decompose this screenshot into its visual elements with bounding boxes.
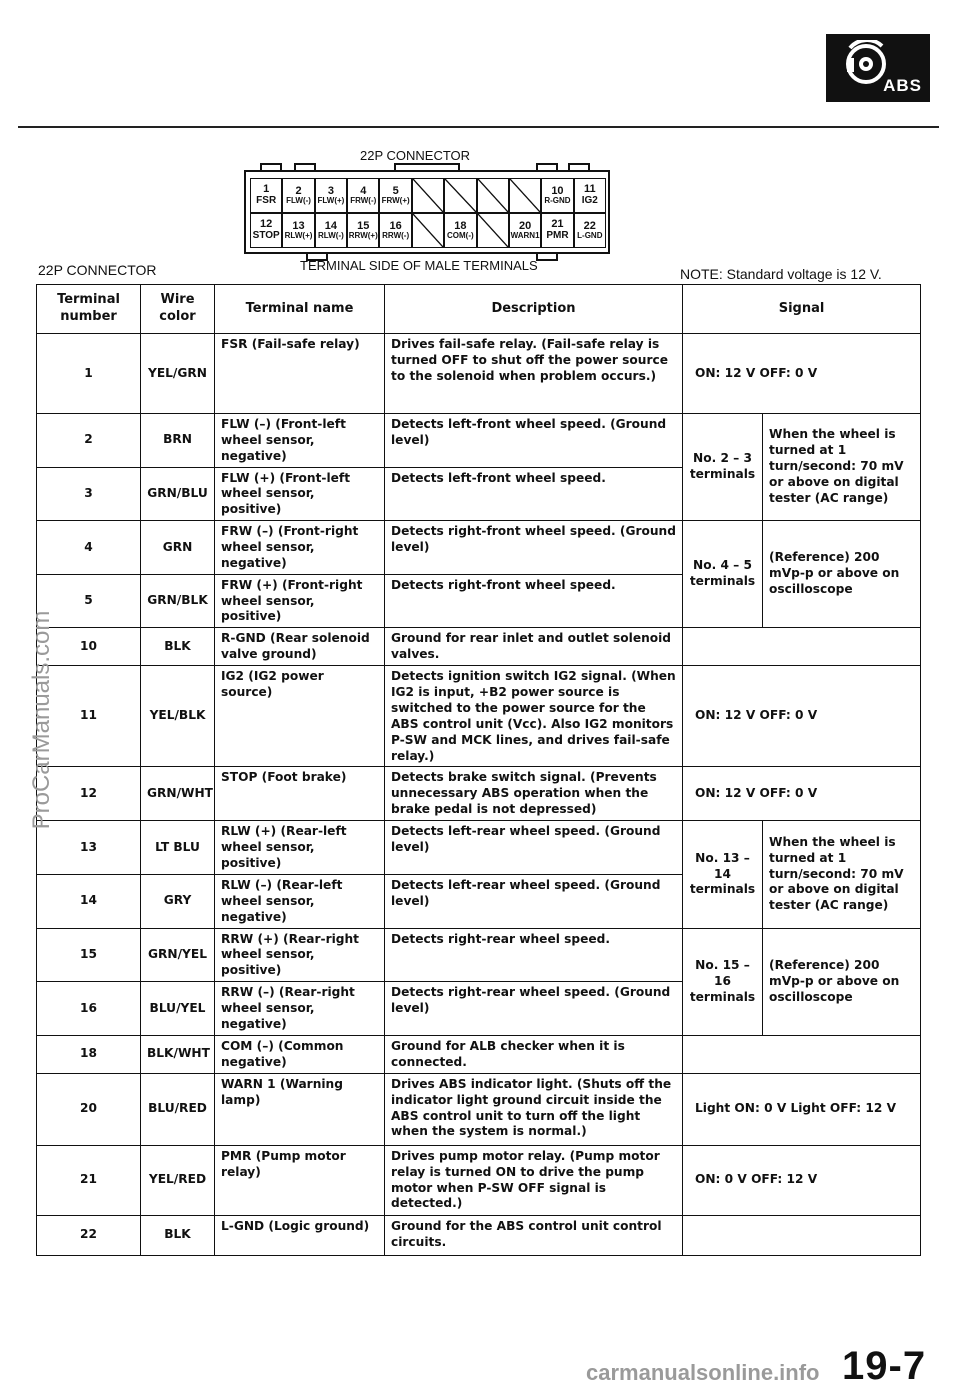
table-row [37,666,921,767]
connector-pin [282,213,314,248]
pin-signal-abbr: COM(-) [447,231,474,241]
pin-signal-abbr: RLW(+) [284,231,313,241]
abs-badge [826,34,930,102]
pin-signal-abbr: STOP [252,230,280,242]
pin-number: 21 [551,218,564,231]
connector-pin [315,213,347,248]
connector-tab [260,163,282,171]
connector-label: 22P CONNECTOR [38,262,157,278]
table-row [37,1035,921,1073]
wire-color: GRN/WHT [141,767,215,821]
terminal-number: 10 [37,628,141,666]
header-terminal-name: Terminal name [215,285,385,334]
terminal-number: 18 [37,1035,141,1073]
description: Ground for rear inlet and outlet solenoid valves. [385,628,683,666]
pair-signal-front-left: No. 2 – 3 terminals [683,414,763,521]
description: Detects left-front wheel speed. [385,467,683,521]
connector-pin-unused [477,178,509,213]
terminal-name: RLW (–) (Rear-left wheel sensor, negative) [215,875,385,929]
page-number: 19-7 [842,1344,927,1388]
terminal-name: STOP (Foot brake) [215,767,385,821]
connector-pin-unused [412,213,444,248]
wire-color: GRN/BLK [141,574,215,628]
terminal-name: R-GND (Rear solenoid valve ground) [215,628,385,666]
pin-number: 13 [292,219,305,232]
wire-color: YEL/RED [141,1145,215,1215]
header-rule [18,126,939,128]
terminal-name: IG2 (IG2 power source) [215,666,385,767]
terminal-number: 21 [37,1145,141,1215]
header-wire-color: Wire color [141,285,215,334]
pair-signal-front-right: No. 4 – 5 terminals [683,521,763,628]
pin-signal-abbr: FSR [256,195,277,207]
pin-number: 3 [327,184,334,197]
terminal-name: FLW (+) (Front-left wheel sensor, positive) [215,467,385,521]
pin-signal-abbr: RRW(-) [382,231,410,241]
pin-number: 10 [551,184,564,197]
pin-signal-abbr: RLW(-) [318,231,344,241]
table-row [37,628,921,666]
connector-pin [379,178,411,213]
terminal-name: COM (–) (Common negative) [215,1035,385,1073]
watermark [12,560,72,880]
wire-color: BLK [141,1215,215,1255]
terminal-name: L-GND (Logic ground) [215,1215,385,1255]
description: Detects right-rear wheel speed. [385,928,683,982]
terminal-name: RRW (–) (Rear-right wheel sensor, negative) [215,982,385,1036]
wire-color: BRN [141,414,215,468]
connector-pin-grid [250,178,606,248]
terminal-number: 11 [37,666,141,767]
signal: Light ON: 0 V Light OFF: 12 V [683,1073,921,1145]
signal [683,1215,921,1255]
connector-tab [536,163,558,171]
terminal-number: 13 [37,821,141,875]
pin-signal-abbr: FRW(-) [350,196,377,206]
pin-signal-abbr: RRW(+) [348,231,378,241]
connector-tab [568,163,590,171]
terminal-name: RLW (+) (Rear-left wheel sensor, positive) [215,821,385,875]
signal: ON: 0 V OFF: 12 V [683,1145,921,1215]
pin-number: 11 [583,183,596,196]
pin-number: 16 [389,219,402,232]
wire-color: BLU/RED [141,1073,215,1145]
description: Ground for ALB checker when it is connected. [385,1035,683,1073]
connector-pin-unused [444,178,476,213]
header-description: Description [385,285,683,334]
terminal-number: 14 [37,875,141,929]
pin-number: 22 [583,219,596,232]
pin-number: 12 [260,218,273,231]
terminal-name: RRW (+) (Rear-right wheel sensor, positive) [215,928,385,982]
signal: ON: 12 V OFF: 0 V [683,767,921,821]
wire-color: YEL/GRN [141,334,215,414]
connector-tab [536,253,558,261]
reference-note-front: (Reference) 200 mVp-p or above on oscilloscope [763,521,921,628]
pin-signal-abbr: FLW(+) [317,196,345,206]
table-row [37,521,921,575]
watermark-text: ProCarManuals.com [28,610,55,830]
terminal-number: 4 [37,521,141,575]
header-terminal-number: Terminal number [37,285,141,334]
wire-color: GRY [141,875,215,929]
connector-pin [541,178,573,213]
pin-signal-abbr: L-GND [577,231,603,241]
terminal-number: 5 [37,574,141,628]
pin-number: 5 [392,184,399,197]
table-row [37,1215,921,1255]
terminal-number: 1 [37,334,141,414]
terminal-number: 20 [37,1073,141,1145]
terminal-name: FSR (Fail-safe relay) [215,334,385,414]
connector-pin [541,213,573,248]
connector-pin [250,178,282,213]
connector-diagram [244,170,610,254]
table-row [37,414,921,468]
wire-color: GRN [141,521,215,575]
abs-badge-label: ABS [883,76,922,95]
pin-number: 4 [360,184,367,197]
pin-signal-abbr: FLW(-) [286,196,311,206]
pin-number: 20 [518,219,532,232]
connector-pin [282,178,314,213]
terminal-number: 12 [37,767,141,821]
connector-pin [347,213,379,248]
terminal-name: FRW (–) (Front-right wheel sensor, negative) [215,521,385,575]
connector-pin [574,178,606,213]
wire-color: GRN/YEL [141,928,215,982]
table-row [37,821,921,875]
table-row [37,767,921,821]
terminal-name: PMR (Pump motor relay) [215,1145,385,1215]
description: Detects right-rear wheel speed. (Ground level) [385,982,683,1036]
description: Drives ABS indicator light. (Shuts off the indicator light ground circuit inside the ABS control unit to turn off the light when the system is normal.) [385,1073,683,1145]
pin-signal-abbr: WARN1 [510,231,540,241]
pair-signal-rear-right: No. 15 – 16 terminals [683,928,763,1035]
connector-pin [347,178,379,213]
description: Detects ignition switch IG2 signal. (When IG2 is input, +B2 power source is switched to the power source for the ABS control unit (Vcc). Also IG2 monitors P-SW and MCK lines, and drives fail-safe relay.) [385,666,683,767]
connector-tab [294,163,316,171]
pin-number: 18 [454,219,467,232]
connector-lock-tab [394,163,460,171]
terminal-number: 3 [37,467,141,521]
pin-signal-abbr: IG2 [581,195,598,207]
wire-color: BLU/YEL [141,982,215,1036]
wire-color: LT BLU [141,821,215,875]
signal [683,1035,921,1073]
pin-signal-abbr: PMR [546,230,569,242]
connector-title: 22P CONNECTOR [360,148,471,163]
description: Detects right-front wheel speed. (Ground level) [385,521,683,575]
pin-number: 1 [263,183,270,196]
connector-pin [315,178,347,213]
connector-pin-unused [412,178,444,213]
pair-signal-rear-left: No. 13 – 14 terminals [683,821,763,928]
wheel-signal-note-rear: When the wheel is turned at 1 turn/second: 70 mV or above on digital tester (AC range) [763,821,921,928]
connector-pin-unused [477,213,509,248]
connector-pin [444,213,476,248]
description: Detects left-front wheel speed. (Ground level) [385,414,683,468]
description: Detects brake switch signal. (Prevents unnecessary ABS operation when the brake pedal is not depressed) [385,767,683,821]
table-row [37,1073,921,1145]
terminal-number: 16 [37,982,141,1036]
connector-pin [379,213,411,248]
connector-pin-unused [509,178,541,213]
table-row [37,1145,921,1215]
wheel-signal-note-front: When the wheel is turned at 1 turn/second: 70 mV or above on digital tester (AC range) [763,414,921,521]
wire-color: BLK [141,628,215,666]
terminal-table [36,284,921,1256]
reference-note-rear: (Reference) 200 mVp-p or above on oscilloscope [763,928,921,1035]
signal: ON: 12 V OFF: 0 V [683,334,921,414]
description: Detects left-rear wheel speed. (Ground level) [385,875,683,929]
table-header-row [37,285,921,334]
table-row [37,928,921,982]
connector-pin [509,213,541,248]
wire-color: BLK/WHT [141,1035,215,1073]
connector-pin [250,213,282,248]
signal: ON: 12 V OFF: 0 V [683,666,921,767]
pin-signal-abbr: FRW(+) [381,196,410,206]
table-row [37,334,921,414]
description: Drives fail-safe relay. (Fail-safe relay is turned OFF to shut off the power source to the solenoid when problem occurs.) [385,334,683,414]
terminal-number: 15 [37,928,141,982]
connector-pin [574,213,606,248]
terminal-number: 22 [37,1215,141,1255]
description: Detects right-front wheel speed. [385,574,683,628]
terminal-name: FRW (+) (Front-right wheel sensor, positive) [215,574,385,628]
voltage-note: NOTE: Standard voltage is 12 V. [680,266,882,282]
header-signal: Signal [683,285,921,334]
description: Detects left-rear wheel speed. (Ground level) [385,821,683,875]
signal [683,628,921,666]
terminal-number: 2 [37,414,141,468]
footer-site: carmanualsonline.info [586,1360,820,1385]
wire-color: YEL/BLK [141,666,215,767]
pin-signal-abbr: R-GND [544,196,571,206]
pin-number: 14 [324,219,338,232]
description: Drives pump motor relay. (Pump motor relay is turned ON to drive the pump motor when P-SW OFF signal is detected.) [385,1145,683,1215]
connector-subtitle: TERMINAL SIDE OF MALE TERMINALS [300,258,538,273]
wire-color: GRN/BLU [141,467,215,521]
pin-number: 15 [357,219,370,232]
description: Ground for the ABS control unit control circuits. [385,1215,683,1255]
terminal-name: WARN 1 (Warning lamp) [215,1073,385,1145]
pin-number: 2 [295,184,302,197]
terminal-name: FLW (–) (Front-left wheel sensor, negative) [215,414,385,468]
